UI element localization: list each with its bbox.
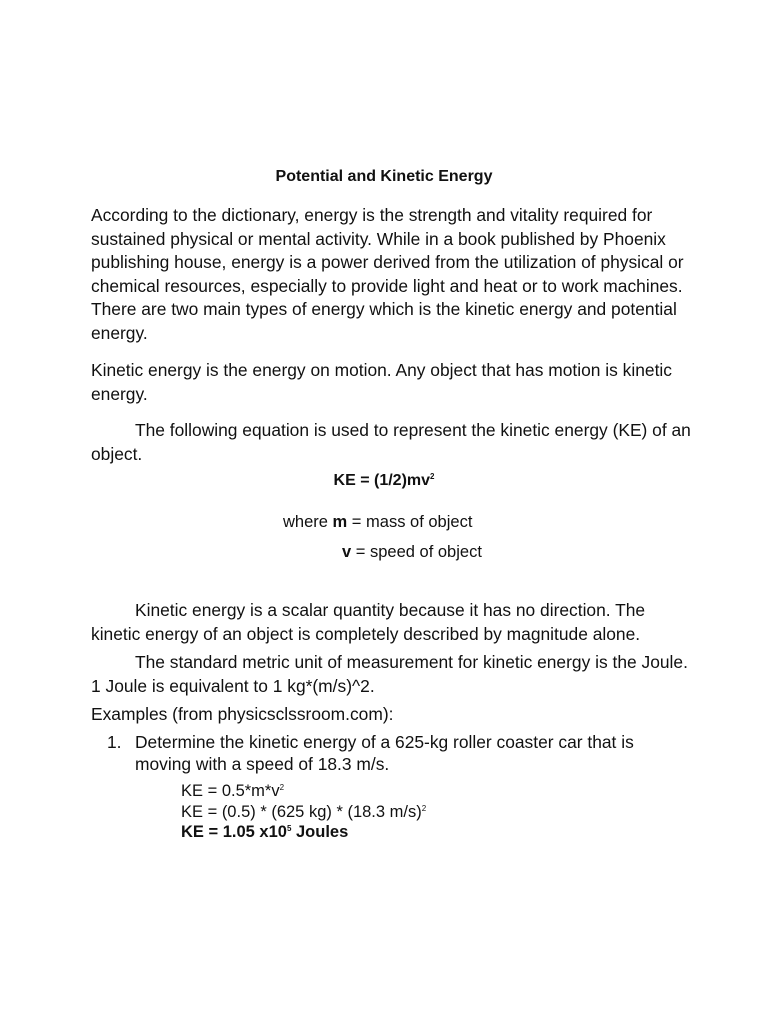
paragraph-examples-heading: Examples (from physicsclssroom.com): (91, 704, 394, 724)
formula-exponent: 2 (430, 472, 435, 481)
result-exponent: 5 (286, 824, 292, 833)
step-1-exponent: 2 (279, 783, 285, 792)
step-2-exponent: 2 (421, 804, 427, 813)
formula-text: KE = (1/2)mv (333, 472, 431, 489)
paragraph-unit: The standard metric unit of measurement for kinetic energy is the Joule. 1 Joule is equivalent to 1 kg*(m/s)^2. (91, 652, 688, 696)
paragraph-kinetic-definition: Kinetic energy is the energy on motion. Any object that has motion is kinetic energy. (91, 360, 672, 404)
result-prefix: KE = 1.05 x10 (181, 823, 287, 841)
step-2-text: KE = (0.5) * (625 kg) * (18.3 m/s) (181, 803, 422, 821)
example-step-2 (181, 803, 426, 822)
where-prefix: where (283, 513, 328, 531)
step-1-text: KE = 0.5*m*v (181, 782, 280, 800)
list-item-text: Determine the kinetic energy of a 625-kg roller coaster car that is moving with a speed of 18.3 m/s. (135, 732, 634, 774)
paragraph-scalar: Kinetic energy is a scalar quantity because it has no direction. The kinetic energy of an object is completely described by magnitude alone. (91, 600, 646, 644)
example-step-1 (181, 782, 284, 801)
speed-description: = speed of object (351, 543, 482, 561)
list-number: 1. (107, 732, 122, 752)
paragraph-definition: According to the dictionary, energy is the strength and vitality required for sustained physical or mental activity. While in a book published by Phoenix publishing house, energy is a power derived from the utilization of physical or chemical resources, especially to provide light and heat or to work machines. There are two main types of energy which is the kinetic energy and potential energy. (91, 205, 684, 343)
mass-description: = mass of object (347, 513, 473, 531)
list-item (107, 732, 667, 775)
where-mass (283, 513, 472, 532)
where-speed (342, 543, 482, 562)
page-title: Potential and Kinetic Energy (275, 168, 493, 185)
result-suffix: Joules (291, 823, 349, 841)
example-result (181, 823, 348, 842)
speed-variable: v (342, 543, 352, 561)
paragraph-equation-intro: The following equation is used to represent the kinetic energy (KE) of an object. (91, 420, 691, 464)
mass-variable: m (332, 513, 348, 531)
kinetic-energy-formula (0, 472, 768, 490)
